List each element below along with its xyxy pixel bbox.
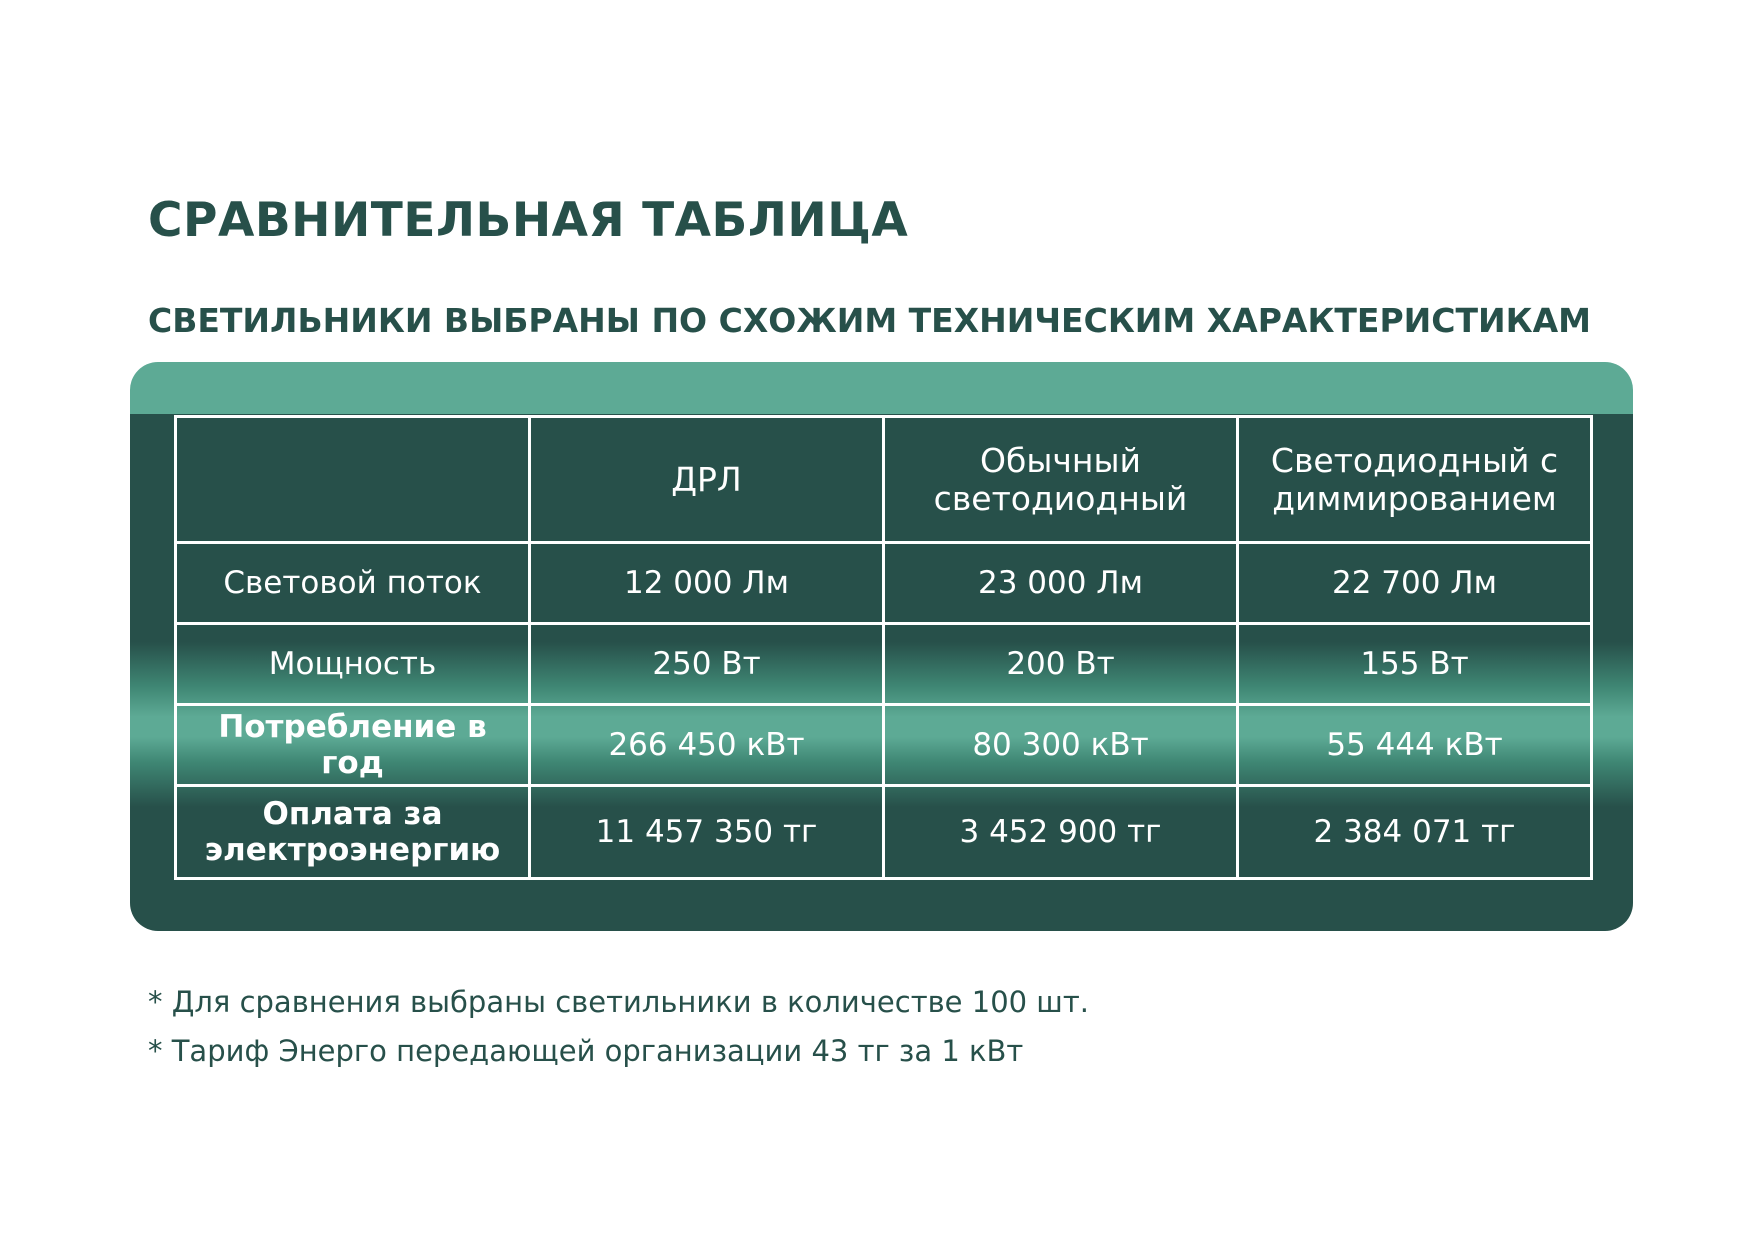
table-cell: 250 Вт [530,624,884,705]
table-row-luminous-flux [176,543,1592,624]
table-cell: 55 444 кВт [1238,705,1592,786]
footnote-tariff: * Тариф Энерго передающей организации 43 тг за 1 кВт [148,1034,1024,1068]
row-label: Световой поток [176,543,530,624]
table-cell: 200 Вт [884,624,1238,705]
table-row-electricity-payment [176,786,1592,879]
header-empty-cell [176,417,530,543]
table-cell: 266 450 кВт [530,705,884,786]
table-header-row [176,417,1592,543]
table-cell: 12 000 Лм [530,543,884,624]
table-cell: 22 700 Лм [1238,543,1592,624]
table-cell: 80 300 кВт [884,705,1238,786]
table-row-power [176,624,1592,705]
table-cell: 23 000 Лм [884,543,1238,624]
row-label: Потребление в год [176,705,530,786]
header-dimmable-led: Светодиодный с диммированием [1238,417,1592,543]
table-cell: 11 457 350 тг [530,786,884,879]
page-subtitle: СВЕТИЛЬНИКИ ВЫБРАНЫ ПО СХОЖИМ ТЕХНИЧЕСКИМ ХАРАКТЕРИСТИКАМ [148,301,1591,340]
header-standard-led: Обычный светодиодный [884,417,1238,543]
footnote-quantity: * Для сравнения выбраны светильники в количестве 100 шт. [148,985,1089,1019]
row-label: Мощность [176,624,530,705]
table-row-annual-consumption [176,705,1592,786]
comparison-table [174,415,1593,880]
header-drl: ДРЛ [530,417,884,543]
footnotes [148,978,1089,1076]
table-cell: 3 452 900 тг [884,786,1238,879]
table-cell: 155 Вт [1238,624,1592,705]
page-title: СРАВНИТЕЛЬНАЯ ТАБЛИЦА [148,193,909,248]
row-label: Оплата за электроэнергию [176,786,530,879]
table-cell: 2 384 071 тг [1238,786,1592,879]
